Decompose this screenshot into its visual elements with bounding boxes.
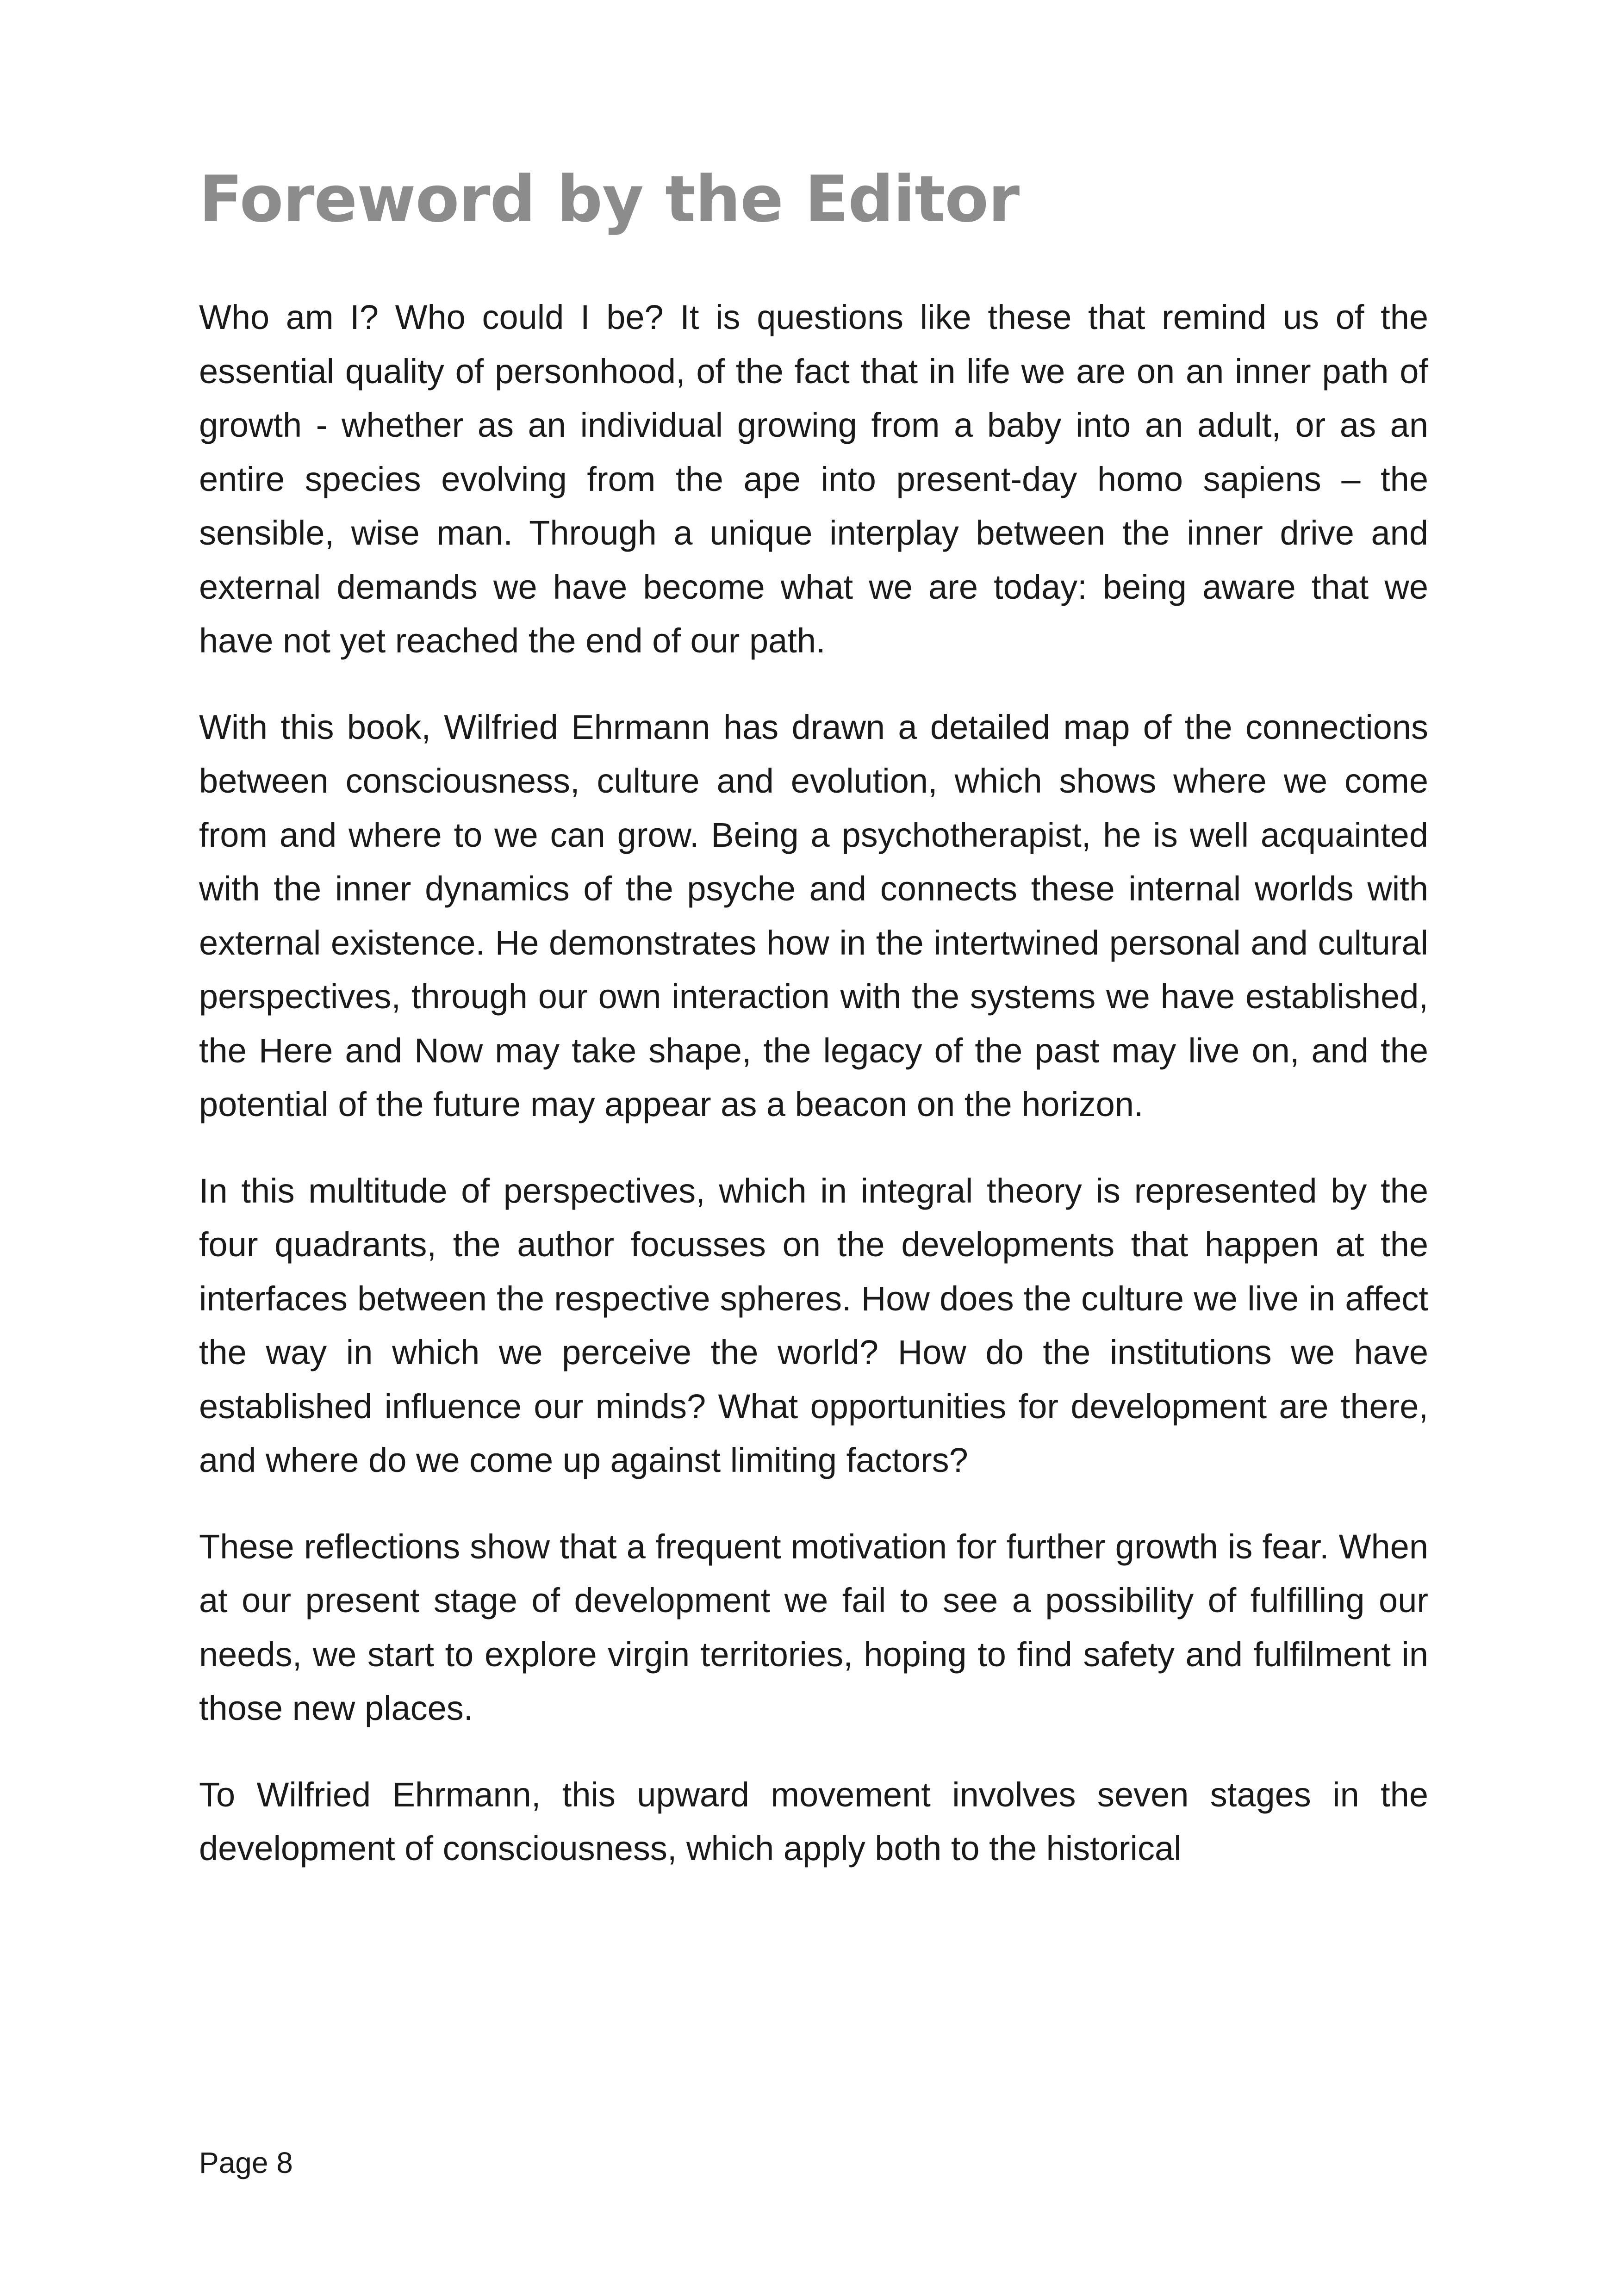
paragraph-5: To Wilfried Ehrmann, this upward movement involves seven stages in the development of consciousness, which apply both to the historical [199, 1775, 1428, 1868]
paragraph-2: With this book, Wilfried Ehrmann has drawn a detailed map of the connections between consciousness, culture and evolution, which shows where we come from and where to we can grow. Being a psychotherapist, he is well acquainted with the inner dynamics of the psyche and connects these internal worlds with external existence. He demonstrates how in the intertwined personal and cultural perspectives, through our own interaction with the systems we have established, the Here and Now may take shape, the legacy of the past may live on, and the potential of the future may appear as a beacon on the horizon. [199, 707, 1428, 1123]
paragraph-3: In this multitude of perspectives, which in integral theory is represented by the four quadrants, the author focusses on the developments that happen at the interfaces between the respective spheres. How does the culture we live in affect the way in which we perceive the world? How do the institutions we have established influence our minds? What opportunities for development are there, and where do we come up against limiting factors? [199, 1171, 1428, 1479]
page-title: Foreword by the Editor [199, 162, 1020, 236]
paragraph-1: Who am I? Who could I be? It is questions like these that remind us of the essential quality of personhood, of the fact that in life we are on an inner path of growth - whether as an individual growing from a baby into an adult, or as an entire species evolving from the ape into present-day homo sapiens – the sensible, wise man. Through a unique interplay between the inner drive and external demands we have become what we are today: being aware that we have not yet reached the end of our path. [199, 298, 1428, 660]
body-text [199, 291, 1428, 1908]
paragraph-4: These reflections show that a frequent motivation for further growth is fear. When at our present stage of development we fail to see a possibility of fulfilling our needs, we start to explore virgin territories, hoping to find safety and fulfilment in those new places. [199, 1527, 1428, 1727]
page-number: Page 8 [199, 2146, 293, 2179]
